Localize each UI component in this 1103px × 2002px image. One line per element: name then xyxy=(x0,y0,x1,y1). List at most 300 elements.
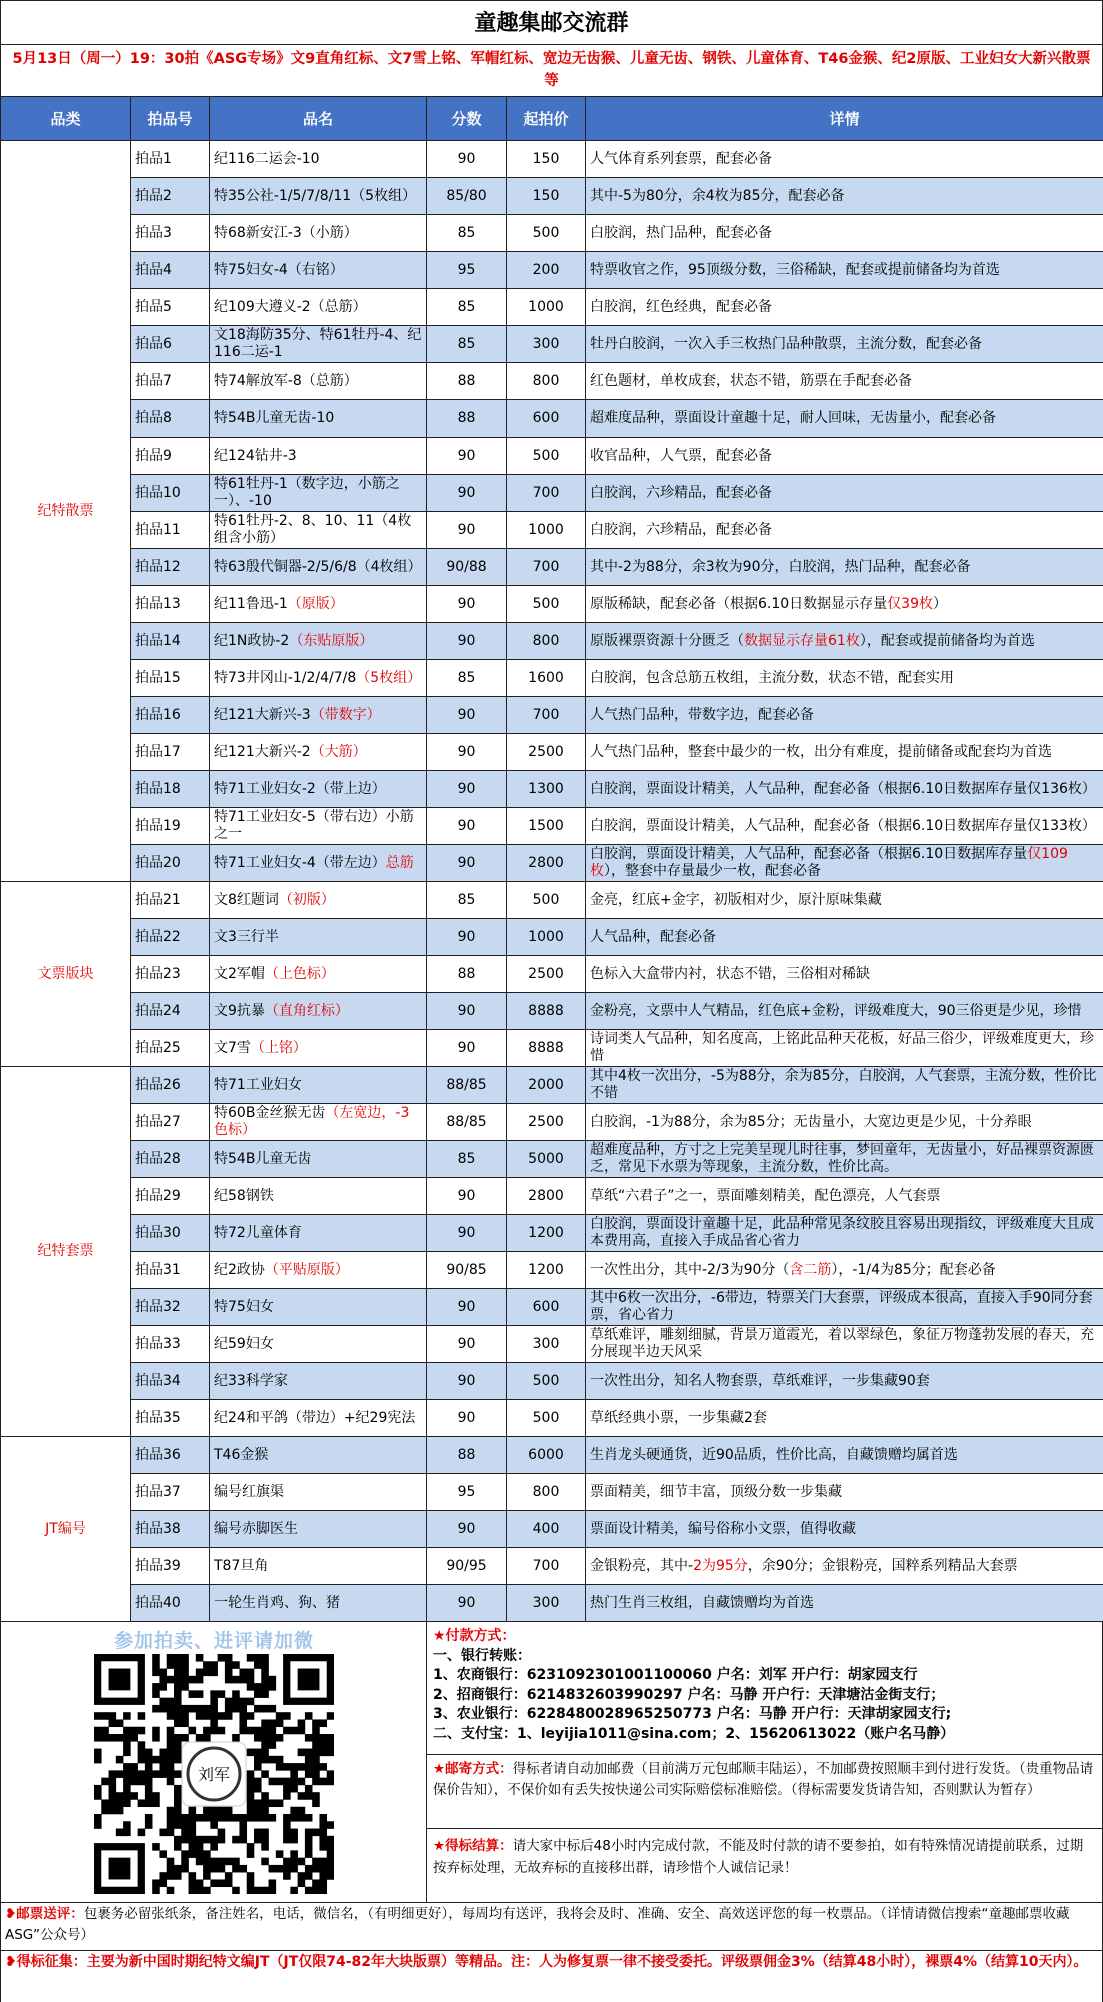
lot-number: 拍品20 xyxy=(131,845,210,882)
lot-name-text: 特75妇女-4（右铭） xyxy=(214,261,344,278)
lot-detail xyxy=(586,1326,1103,1363)
lot-name xyxy=(210,252,427,289)
lot-score: 90 xyxy=(427,1400,507,1437)
lot-number: 拍品38 xyxy=(131,1511,210,1548)
table-row xyxy=(1,1067,1103,1104)
lot-detail xyxy=(586,1363,1103,1400)
lot-number: 拍品35 xyxy=(131,1400,210,1437)
lot-score: 88 xyxy=(427,400,507,438)
lot-name-text: 纪121大新兴-2 xyxy=(214,743,311,760)
lot-name xyxy=(210,1030,427,1067)
lot-name-text: 特71工业妇女-5（带右边）小筋之一 xyxy=(214,809,414,842)
lot-name-text: 特61牡丹-2、8、10、11（4枚组含小筋） xyxy=(214,513,412,546)
lot-detail-text: 人气品种，配套必备 xyxy=(590,928,716,945)
lot-number: 拍品6 xyxy=(131,326,210,363)
lot-name-text: 纪24和平鸽（带边）+纪29宪法 xyxy=(214,1409,416,1426)
lot-name-highlight: （东贴原版） xyxy=(289,632,374,649)
table-row xyxy=(1,660,1103,697)
lot-name-text: 特73井冈山-1/2/4/7/8 xyxy=(214,669,357,686)
lot-name-highlight: （原版） xyxy=(287,595,344,612)
category-cell: JT编号 xyxy=(1,1437,131,1622)
lot-name-text: 纪59妇女 xyxy=(214,1335,274,1352)
lot-name xyxy=(210,178,427,215)
lot-name xyxy=(210,326,427,363)
info-section xyxy=(0,1622,1103,1903)
lot-name-text: 纪121大新兴-3 xyxy=(214,706,311,723)
table-row xyxy=(1,326,1103,363)
lot-start-price: 1000 xyxy=(507,289,586,326)
grading-text: 包裹务必留张纸条，备注姓名，电话，微信名，（有明细更好），每周均有送评，我将会及时、准确、安全、高效送评您的每一枚票品。（详情请微信搜索“童趣邮票收藏ASG”公众号） xyxy=(5,1906,1070,1943)
lot-start-price: 700 xyxy=(507,475,586,512)
lot-detail-text: 原版裸票资源十分匮乏（ xyxy=(590,632,744,649)
lot-number: 拍品14 xyxy=(131,623,210,660)
table-row xyxy=(1,1215,1103,1252)
table-row xyxy=(1,1548,1103,1585)
table-row xyxy=(1,512,1103,549)
lot-detail-text: 红色题材，单枚成套，状态不错，筋票在手配套必备 xyxy=(590,372,912,389)
lot-detail xyxy=(586,734,1103,771)
lot-name-text: 纪11鲁迅-1 xyxy=(214,595,288,612)
lot-number: 拍品24 xyxy=(131,993,210,1030)
lot-name xyxy=(210,956,427,993)
lot-detail xyxy=(586,178,1103,215)
lot-detail xyxy=(586,808,1103,845)
lot-name xyxy=(210,993,427,1030)
lot-detail xyxy=(586,1400,1103,1437)
lot-number: 拍品19 xyxy=(131,808,210,845)
lot-name xyxy=(210,660,427,697)
lot-detail xyxy=(586,512,1103,549)
lot-detail xyxy=(586,993,1103,1030)
consignment-note: ❥得标征集：主要为新中国时期纪特文编JT（JT仅限74-82年大块版票）等精品。注：人为修复票一律不接受委托。评级票佣金3%（结算48小时），裸票4%（结算10天内）。 xyxy=(0,1951,1103,2002)
lot-name-text: 纪2政协 xyxy=(214,1261,265,1278)
grading-note xyxy=(0,1903,1103,1951)
lot-detail-text: 票面设计精美，编号俗称小文票，值得收藏 xyxy=(590,1520,856,1537)
lot-score: 90 xyxy=(427,586,507,623)
table-row xyxy=(1,1141,1103,1178)
lot-score: 90 xyxy=(427,845,507,882)
lot-number: 拍品11 xyxy=(131,512,210,549)
lot-name xyxy=(210,1437,427,1474)
lot-start-price: 500 xyxy=(507,215,586,252)
col-name: 品名 xyxy=(210,97,427,141)
lot-detail-tail: ），配套或提前储备均为首选 xyxy=(859,632,1035,649)
lot-detail xyxy=(586,1548,1103,1585)
lot-detail-text: 草纸“六君子”之一，票面雕刻精美，配色漂亮，人气套票 xyxy=(590,1187,941,1204)
table-row xyxy=(1,475,1103,512)
lot-name-text: 文9抗暴 xyxy=(214,1002,265,1019)
table-row xyxy=(1,808,1103,845)
lot-start-price: 1600 xyxy=(507,660,586,697)
lot-score: 90 xyxy=(427,1363,507,1400)
payment-line: 3、农业银行：6228480028965250773 户名：马静 开户行：天津胡家园支行; xyxy=(433,1706,952,1722)
lot-score: 90 xyxy=(427,734,507,771)
lot-number: 拍品13 xyxy=(131,586,210,623)
lot-score: 90 xyxy=(427,1326,507,1363)
lot-name-text: 文2军帽 xyxy=(214,965,265,982)
settlement-text: 请大家中标后48小时内完成付款，不能及时付款的请不要参拍，如有特殊情况请提前联系，过期按弃标处理，无故弃标的直接移出群，请珍惜个人诚信记录！ xyxy=(433,1838,1084,1876)
lot-name xyxy=(210,1215,427,1252)
lot-name-highlight: （直角红标） xyxy=(264,1002,349,1019)
lot-detail xyxy=(586,1104,1103,1141)
lot-name-text: 编号红旗渠 xyxy=(214,1483,284,1500)
lot-start-price: 5000 xyxy=(507,1141,586,1178)
lot-name-text: 纪124钻井-3 xyxy=(214,447,297,464)
lot-name-text: T46金猴 xyxy=(214,1446,269,1463)
table-row xyxy=(1,289,1103,326)
lot-score: 90 xyxy=(427,623,507,660)
table-row xyxy=(1,1363,1103,1400)
lot-name xyxy=(210,919,427,956)
lot-detail-text: 生肖龙头硬通货，近90品质，性价比高，自藏馈赠均属首选 xyxy=(590,1446,958,1463)
lot-number: 拍品36 xyxy=(131,1437,210,1474)
lot-detail-text: 色标入大盒带内衬，状态不错，三俗相对稀缺 xyxy=(590,965,870,982)
lot-detail-text: 一次性出分，知名人物套票，草纸难评，一步集藏90套 xyxy=(590,1372,930,1389)
lot-name-text: 特60B金丝猴无齿 xyxy=(214,1105,326,1121)
lot-score: 90 xyxy=(427,1178,507,1215)
lot-start-price: 2000 xyxy=(507,1067,586,1104)
lot-start-price: 800 xyxy=(507,363,586,400)
payment-line: 二、支付宝：1、leyijia1011@sina.com；2、15620613022（账户名马静） xyxy=(433,1725,955,1742)
lot-score: 90 xyxy=(427,1215,507,1252)
lot-name xyxy=(210,1178,427,1215)
lot-number: 拍品18 xyxy=(131,771,210,808)
lot-detail-text: 票面精美，细节丰富，顶级分数一步集藏 xyxy=(590,1483,842,1500)
lot-name-text: 特71工业妇女-4（带左边） xyxy=(214,854,386,871)
lot-detail-text: 白胶润，热门品种，配套必备 xyxy=(590,224,772,241)
lot-detail xyxy=(586,845,1103,882)
lot-name-text: 特71工业妇女-2（带上边） xyxy=(214,780,386,797)
col-lot-no: 拍品号 xyxy=(131,97,210,141)
lot-start-price: 2500 xyxy=(507,734,586,771)
lot-name-highlight: （带数字） xyxy=(310,706,381,723)
lot-name xyxy=(210,586,427,623)
lot-number: 拍品25 xyxy=(131,1030,210,1067)
lot-number: 拍品7 xyxy=(131,363,210,400)
table-row xyxy=(1,993,1103,1030)
lot-start-price: 1000 xyxy=(507,919,586,956)
lot-start-price: 1000 xyxy=(507,512,586,549)
lot-detail-text: 超难度品种，票面设计童趣十足，耐人回味，无齿量小，配套必备 xyxy=(590,410,996,426)
lot-detail-text: 牡丹白胶润，一次入手三枚热门品种散票，主流分数，配套必备 xyxy=(590,335,982,352)
lot-number: 拍品27 xyxy=(131,1104,210,1141)
table-row xyxy=(1,956,1103,993)
lot-number: 拍品34 xyxy=(131,1363,210,1400)
lot-name xyxy=(210,475,427,512)
lot-detail xyxy=(586,1585,1103,1622)
table-row xyxy=(1,1178,1103,1215)
lot-detail xyxy=(586,1030,1103,1067)
lot-number: 拍品1 xyxy=(131,141,210,178)
lot-number: 拍品12 xyxy=(131,549,210,586)
lot-score: 90 xyxy=(427,475,507,512)
page-title: 童趣集邮交流群 xyxy=(0,0,1103,44)
lot-score: 85/80 xyxy=(427,178,507,215)
lot-name xyxy=(210,734,427,771)
lot-number: 拍品21 xyxy=(131,882,210,919)
lot-detail-text: 收官品种，人气票，配套必备 xyxy=(590,447,772,464)
lot-number: 拍品17 xyxy=(131,734,210,771)
table-header xyxy=(1,97,1103,141)
payment-line: 1、农商银行：6231092301001100060 户名：刘军 开户行：胡家园支行 xyxy=(433,1667,918,1683)
lot-name-highlight: （大筋） xyxy=(310,743,367,760)
lot-name xyxy=(210,623,427,660)
lot-detail xyxy=(586,771,1103,808)
lot-name xyxy=(210,215,427,252)
lot-score: 88 xyxy=(427,956,507,993)
table-row xyxy=(1,697,1103,734)
lot-name xyxy=(210,512,427,549)
lot-start-price: 1300 xyxy=(507,771,586,808)
lot-name xyxy=(210,771,427,808)
lot-start-price: 700 xyxy=(507,549,586,586)
table-row xyxy=(1,400,1103,438)
lot-name-text: 特63殷代铜器-2/5/6/8（4枚组） xyxy=(214,558,422,575)
lot-name-text: 特54B儿童无齿 xyxy=(214,1150,312,1167)
lot-number: 拍品40 xyxy=(131,1585,210,1622)
table-row xyxy=(1,845,1103,882)
lot-number: 拍品5 xyxy=(131,289,210,326)
payment-block xyxy=(427,1622,1102,1755)
lot-name-text: 特74解放军-8（总筋） xyxy=(214,372,358,389)
lot-name xyxy=(210,1252,427,1289)
lot-start-price: 1200 xyxy=(507,1252,586,1289)
lot-name-text: T87旦角 xyxy=(214,1557,269,1574)
lot-score: 85 xyxy=(427,882,507,919)
lot-start-price: 200 xyxy=(507,252,586,289)
lot-name xyxy=(210,1400,427,1437)
table-row xyxy=(1,438,1103,475)
lot-number: 拍品26 xyxy=(131,1067,210,1104)
lot-name xyxy=(210,1326,427,1363)
table-row xyxy=(1,734,1103,771)
lot-detail-text: 草纸难评，雕刻细腻，背景万道霞光，着以翠绿色，象征万物蓬勃发展的春天，充分展现半边天风采 xyxy=(590,1327,1094,1360)
lot-detail-text: 诗词类人气品种，知名度高，上铭此品种天花板，好品三俗少，评级难度更大，珍惜 xyxy=(590,1031,1094,1064)
lot-name-highlight: （上色标） xyxy=(264,965,335,982)
lot-detail xyxy=(586,1252,1103,1289)
avatar-text: 刘军 xyxy=(197,1765,231,1784)
lot-detail xyxy=(586,919,1103,956)
lot-score: 90/95 xyxy=(427,1548,507,1585)
lot-detail xyxy=(586,1474,1103,1511)
settlement-block xyxy=(427,1829,1102,1902)
lot-number: 拍品4 xyxy=(131,252,210,289)
lot-detail xyxy=(586,289,1103,326)
lot-detail xyxy=(586,956,1103,993)
lot-score: 90 xyxy=(427,1585,507,1622)
lot-name-text: 一轮生肖鸡、狗、猪 xyxy=(214,1594,340,1611)
col-category: 品类 xyxy=(1,97,131,141)
lot-number: 拍品37 xyxy=(131,1474,210,1511)
lot-name-text: 特72儿童体育 xyxy=(214,1224,302,1241)
auction-subtitle: 5月13日（周一）19：30拍《ASG专场》文9直角红标、文7雪上铭、军帽红标、宽边无齿猴、儿童无齿、钢铁、儿童体育、T46金猴、纪2原版、工业妇女大新兴散票等 xyxy=(0,44,1103,96)
table-row xyxy=(1,215,1103,252)
lot-detail xyxy=(586,586,1103,623)
lot-number: 拍品30 xyxy=(131,1215,210,1252)
lot-detail xyxy=(586,1289,1103,1326)
lot-score: 90 xyxy=(427,1511,507,1548)
lot-score: 90 xyxy=(427,919,507,956)
lot-detail xyxy=(586,252,1103,289)
table-row xyxy=(1,1030,1103,1067)
lot-name-text: 特68新安江-3（小筋） xyxy=(214,224,358,241)
lot-detail-text: 金亮，红底+金字，初版相对少，原汁原味集藏 xyxy=(590,891,882,908)
lot-start-price: 1500 xyxy=(507,808,586,845)
lot-score: 90 xyxy=(427,1030,507,1067)
lot-number: 拍品9 xyxy=(131,438,210,475)
lot-name-highlight: （左宽边，-3色标） xyxy=(214,1105,410,1138)
lot-name-text: 特35公社-1/5/7/8/11（5枚组） xyxy=(214,187,417,204)
lot-name xyxy=(210,1141,427,1178)
lot-name xyxy=(210,363,427,400)
payment-line: 2、招商银行：6214832603990297 户名：马静 开户行：天津塘沽金街支行； xyxy=(433,1686,945,1703)
lot-detail-tail: ，余90分；金银粉亮，国粹系列精品大套票 xyxy=(747,1557,1018,1574)
lot-name xyxy=(210,549,427,586)
lot-name-highlight: （平贴原版） xyxy=(264,1261,349,1278)
table-row xyxy=(1,363,1103,400)
lot-start-price: 800 xyxy=(507,623,586,660)
lot-detail-text: 其中-2为88分，余3枚为90分，白胶润，热门品种，配套必备 xyxy=(590,558,971,575)
lot-score: 90 xyxy=(427,512,507,549)
lot-detail xyxy=(586,660,1103,697)
lot-detail xyxy=(586,1178,1103,1215)
lot-start-price: 300 xyxy=(507,326,586,363)
lot-detail-highlight: 仅39枚 xyxy=(887,595,933,612)
lot-score: 90 xyxy=(427,697,507,734)
qr-panel xyxy=(1,1622,427,1902)
col-detail: 详情 xyxy=(586,97,1103,141)
lot-start-price: 8888 xyxy=(507,1030,586,1067)
table-row xyxy=(1,549,1103,586)
table-row xyxy=(1,1400,1103,1437)
lot-detail-text: 特票收官之作，95顶级分数，三俗稀缺，配套或提前储备均为首选 xyxy=(590,261,1000,278)
lot-name-text: 编号赤脚医生 xyxy=(214,1520,298,1537)
lot-score: 90/85 xyxy=(427,1252,507,1289)
table-row xyxy=(1,178,1103,215)
lot-score: 88 xyxy=(427,1437,507,1474)
lot-number: 拍品33 xyxy=(131,1326,210,1363)
lot-start-price: 800 xyxy=(507,1474,586,1511)
lot-detail-text: 白胶润，票面设计童趣十足，此品种常见条纹胶且容易出现指纹，评级难度大且成本费用高，直接入手成品省心省力 xyxy=(590,1216,1094,1249)
lot-score: 95 xyxy=(427,252,507,289)
table-row xyxy=(1,141,1103,178)
lot-detail-text: 人气热门品种，整套中最少的一枚，出分有难度，提前储备或配套均为首选 xyxy=(590,743,1052,760)
lot-name xyxy=(210,1585,427,1622)
lot-start-price: 2800 xyxy=(507,845,586,882)
lot-start-price: 500 xyxy=(507,1400,586,1437)
lot-number: 拍品29 xyxy=(131,1178,210,1215)
table-row xyxy=(1,1511,1103,1548)
lot-table xyxy=(0,96,1103,1622)
lot-score: 90 xyxy=(427,141,507,178)
lot-start-price: 500 xyxy=(507,586,586,623)
wechat-qr-code xyxy=(94,1654,334,1894)
lot-detail-text: 白胶润，包含总筋五枚组，主流分数，状态不错，配套实用 xyxy=(590,669,954,686)
lot-name xyxy=(210,1511,427,1548)
lot-detail-text: 白胶润，票面设计精美，人气品种，配套必备（根据6.10日数据库存量仅136枚） xyxy=(590,780,1096,797)
lot-name-text: 特61牡丹-1（数字边，小筋之一）、-10 xyxy=(214,476,400,509)
lot-detail-highlight: 仅109枚 xyxy=(590,846,1068,879)
lot-detail xyxy=(586,623,1103,660)
lot-detail xyxy=(586,882,1103,919)
lot-score: 88/85 xyxy=(427,1104,507,1141)
lot-number: 拍品28 xyxy=(131,1141,210,1178)
lot-name-text: 文7雪 xyxy=(214,1039,251,1056)
table-row xyxy=(1,1104,1103,1141)
category-cell: 纪特套票 xyxy=(1,1067,131,1437)
info-column xyxy=(427,1622,1102,1902)
lot-detail-text: 一次性出分，其中-2/3为90分（ xyxy=(590,1261,790,1278)
lot-detail xyxy=(586,438,1103,475)
lot-detail-text: 白胶润，六珍精品，配套必备 xyxy=(590,521,772,538)
table-row xyxy=(1,1474,1103,1511)
lot-start-price: 2500 xyxy=(507,956,586,993)
lot-start-price: 700 xyxy=(507,697,586,734)
grading-label: ❥邮票送评： xyxy=(5,1906,84,1922)
lot-score: 88/85 xyxy=(427,1067,507,1104)
lot-score: 85 xyxy=(427,326,507,363)
lot-detail-text: 其中4枚一次出分，-5为88分，余为85分，白胶润，人气套票，主流分数，性价比不错 xyxy=(590,1068,1097,1101)
col-score: 分数 xyxy=(427,97,507,141)
lot-name-text: 纪58钢铁 xyxy=(214,1187,274,1204)
lot-score: 85 xyxy=(427,1141,507,1178)
lot-detail-highlight: 2为95分 xyxy=(693,1557,748,1574)
lot-score: 90 xyxy=(427,771,507,808)
lot-name xyxy=(210,1363,427,1400)
lot-number: 拍品39 xyxy=(131,1548,210,1585)
lot-detail-text: 其中6枚一次出分，-6带边，特票关门大套票，评级成本很高，直接入手90同分套票，省心省力 xyxy=(590,1290,1093,1323)
lot-detail-tail: ） xyxy=(933,595,947,612)
lot-start-price: 150 xyxy=(507,178,586,215)
lot-name-text: 纪1N政协-2 xyxy=(214,632,290,649)
lot-name xyxy=(210,289,427,326)
lot-detail-text: 超难度品种，方寸之上完美呈现儿时往事，梦回童年，无齿量小，好品裸票资源匮乏，常见下水票为等现象，主流分数，性价比高。 xyxy=(590,1142,1094,1175)
lot-detail-text: 金银粉亮，其中- xyxy=(590,1557,694,1574)
lot-start-price: 500 xyxy=(507,882,586,919)
lot-detail-text: 白胶润，-1为88分，余为85分；无齿量小，大宽边更是少见，十分养眼 xyxy=(590,1113,1032,1130)
lot-detail xyxy=(586,549,1103,586)
payment-heading: ★付款方式： xyxy=(433,1628,516,1644)
lot-start-price: 300 xyxy=(507,1585,586,1622)
lot-detail-highlight: 含二筋 xyxy=(789,1261,832,1278)
lot-number: 拍品10 xyxy=(131,475,210,512)
lot-number: 拍品2 xyxy=(131,178,210,215)
shipping-block xyxy=(427,1755,1102,1829)
lot-start-price: 600 xyxy=(507,1289,586,1326)
lot-name-text: 文3三行半 xyxy=(214,928,279,945)
shipping-text: 得标者请自动加邮费（目前满万元包邮顺丰陆运），不加邮费按照顺丰到付进行发货。（贵重物品请保价告知），不保价如有丢失按快递公司实际赔偿标准赔偿。（得标需要发货请告知，否则默认为暂存） xyxy=(433,1761,1094,1798)
col-start-price: 起拍价 xyxy=(507,97,586,141)
lot-detail xyxy=(586,326,1103,363)
lot-detail xyxy=(586,1215,1103,1252)
lot-detail xyxy=(586,400,1103,438)
lot-number: 拍品32 xyxy=(131,1289,210,1326)
lot-name-text: 纪109大遵义-2（总筋） xyxy=(214,298,367,315)
lot-number: 拍品23 xyxy=(131,956,210,993)
lot-detail xyxy=(586,1141,1103,1178)
lot-detail xyxy=(586,215,1103,252)
lot-number: 拍品16 xyxy=(131,697,210,734)
lot-name-text: 纪116二运会-10 xyxy=(214,150,320,167)
lot-number: 拍品3 xyxy=(131,215,210,252)
lot-detail-tail: ），整套中存量最少一枚，配套必备 xyxy=(604,863,821,879)
lot-start-price: 500 xyxy=(507,1363,586,1400)
lot-name-highlight: （5枚组） xyxy=(356,669,422,686)
lot-name xyxy=(210,400,427,438)
table-row xyxy=(1,1326,1103,1363)
table-row xyxy=(1,586,1103,623)
lot-score: 90 xyxy=(427,993,507,1030)
